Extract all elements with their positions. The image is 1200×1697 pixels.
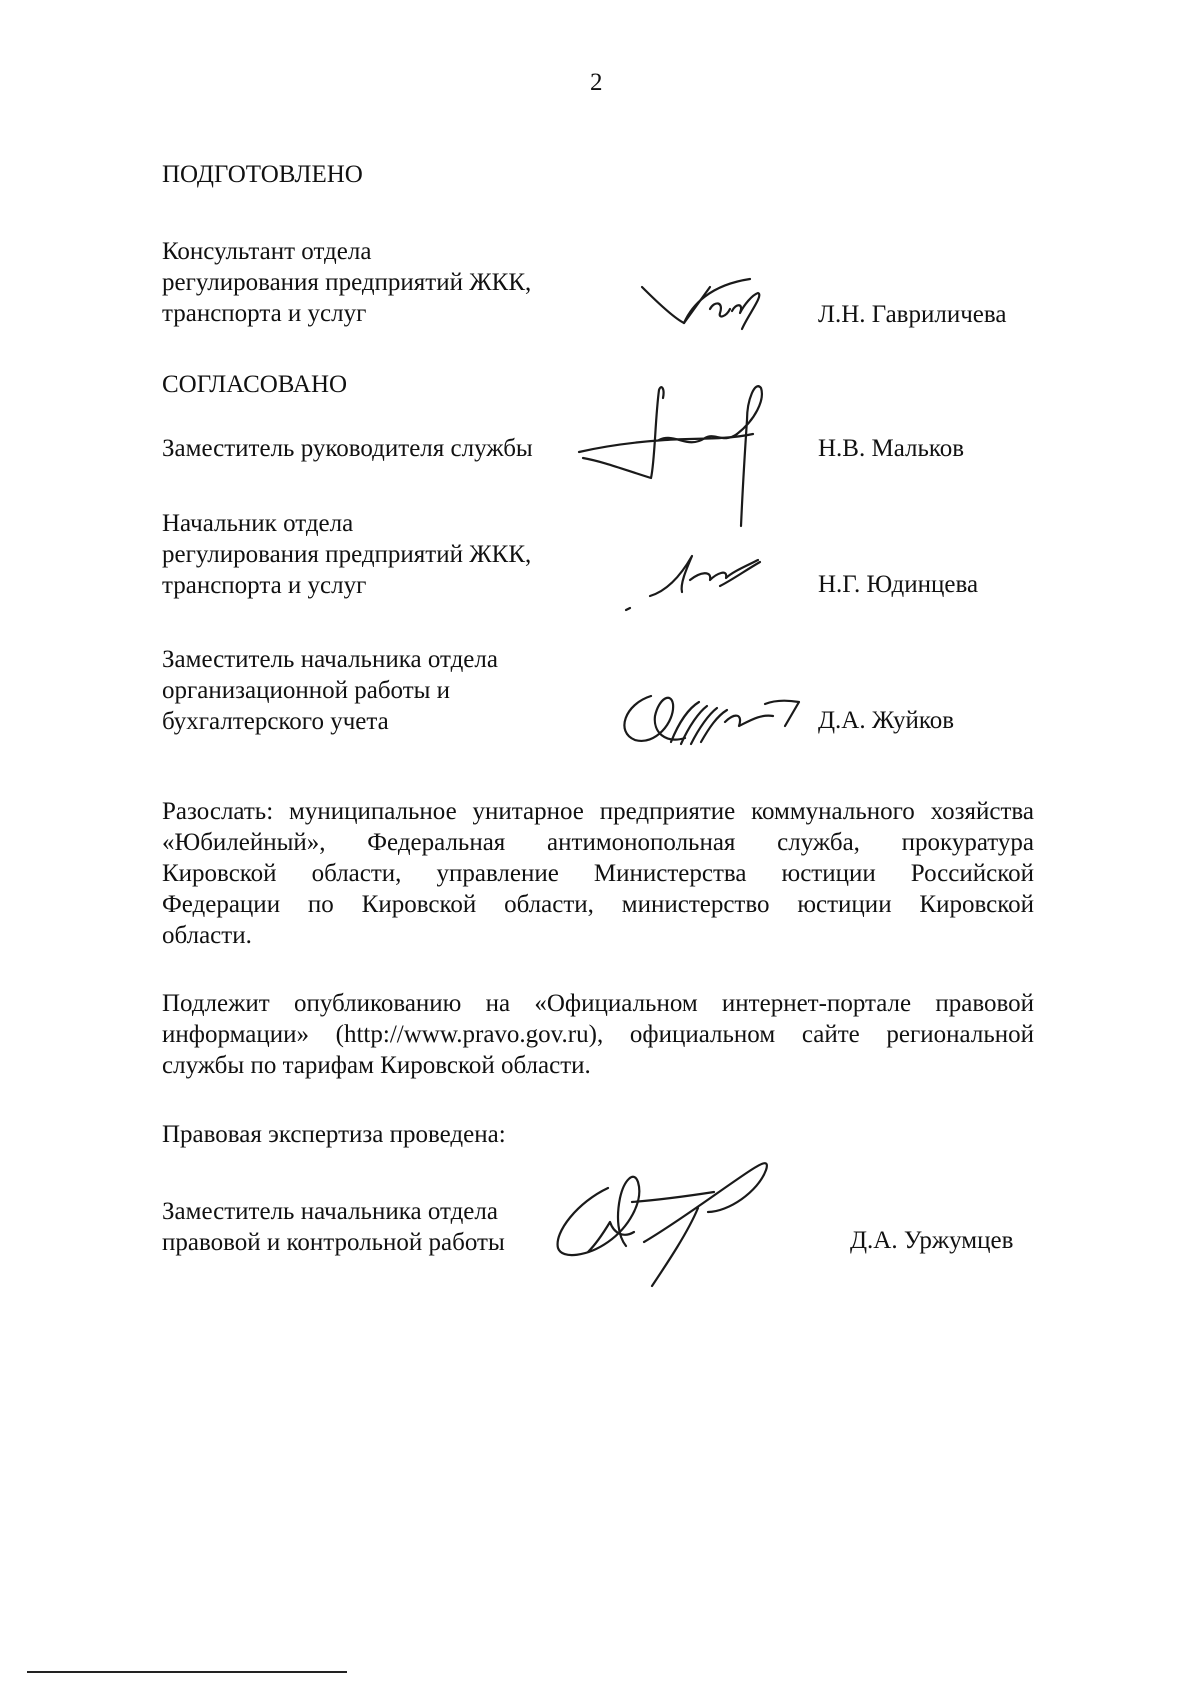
- position-line: транспорта и услуг: [162, 300, 367, 327]
- position-line: Заместитель начальника отдела: [162, 1198, 498, 1225]
- paragraph-line: Разослать: муниципальное унитарное предприятие коммунального хозяйства: [162, 798, 1034, 825]
- position-line: Консультант отдела: [162, 238, 372, 265]
- position-line: Начальник отдела: [162, 510, 354, 537]
- distribution-paragraph: [162, 796, 1034, 951]
- signer-name: Л.Н. Гавриличева: [818, 301, 1007, 328]
- legal-review-heading: Правовая экспертиза проведена:: [162, 1121, 506, 1148]
- prepared-heading: ПОДГОТОВЛЕНО: [162, 161, 363, 188]
- signer-name: Н.В. Мальков: [818, 435, 965, 462]
- signer-position: [162, 508, 531, 601]
- position-line: организационной работы и: [162, 677, 451, 704]
- agreed-heading: СОГЛАСОВАНО: [162, 371, 348, 398]
- paragraph-line: Федерации по Кировской области, министерство юстиции Кировской: [162, 891, 1034, 918]
- paragraph-line: информации» (http://www.pravo.gov.ru), официальном сайте региональной: [162, 1021, 1034, 1048]
- signer-position: Заместитель руководителя службы: [162, 435, 533, 462]
- page-number: 2: [590, 69, 603, 96]
- position-line: правовой и контрольной работы: [162, 1229, 505, 1256]
- signature-malkov-icon: [575, 380, 785, 530]
- footer-divider: [27, 1671, 347, 1673]
- position-line: бухгалтерского учета: [162, 708, 389, 735]
- position-line: регулирования предприятий ЖКК,: [162, 541, 532, 568]
- publication-paragraph: [162, 988, 1034, 1081]
- paragraph-line: Подлежит опубликованию на «Официальном интернет-портале правовой: [162, 990, 1034, 1017]
- paragraph-line: службы по тарифам Кировской области.: [162, 1052, 591, 1079]
- position-line: транспорта и услуг: [162, 572, 367, 599]
- signer-name: Д.А. Жуйков: [818, 707, 955, 734]
- position-line: регулирования предприятий ЖКК,: [162, 269, 532, 296]
- signature-urzhumtsev-icon: [548, 1152, 808, 1292]
- signer-position: [162, 644, 498, 737]
- prepared-position: [162, 236, 531, 329]
- signature-yudintseva-icon: [620, 540, 780, 620]
- position-line: Заместитель начальника отдела: [162, 646, 498, 673]
- signer-name: Д.А. Уржумцев: [850, 1227, 1014, 1254]
- paragraph-line: области.: [162, 922, 252, 949]
- signer-position: [162, 1196, 505, 1258]
- paragraph-line: «Юбилейный», Федеральная антимонопольная служба, прокуратура: [162, 829, 1034, 856]
- signature-gavrilicheva-icon: [640, 275, 770, 335]
- signature-zhuikov-icon: [615, 682, 815, 762]
- paragraph-line: Кировской области, управление Министерства юстиции Российской: [162, 860, 1034, 887]
- signer-name: Н.Г. Юдинцева: [818, 571, 979, 598]
